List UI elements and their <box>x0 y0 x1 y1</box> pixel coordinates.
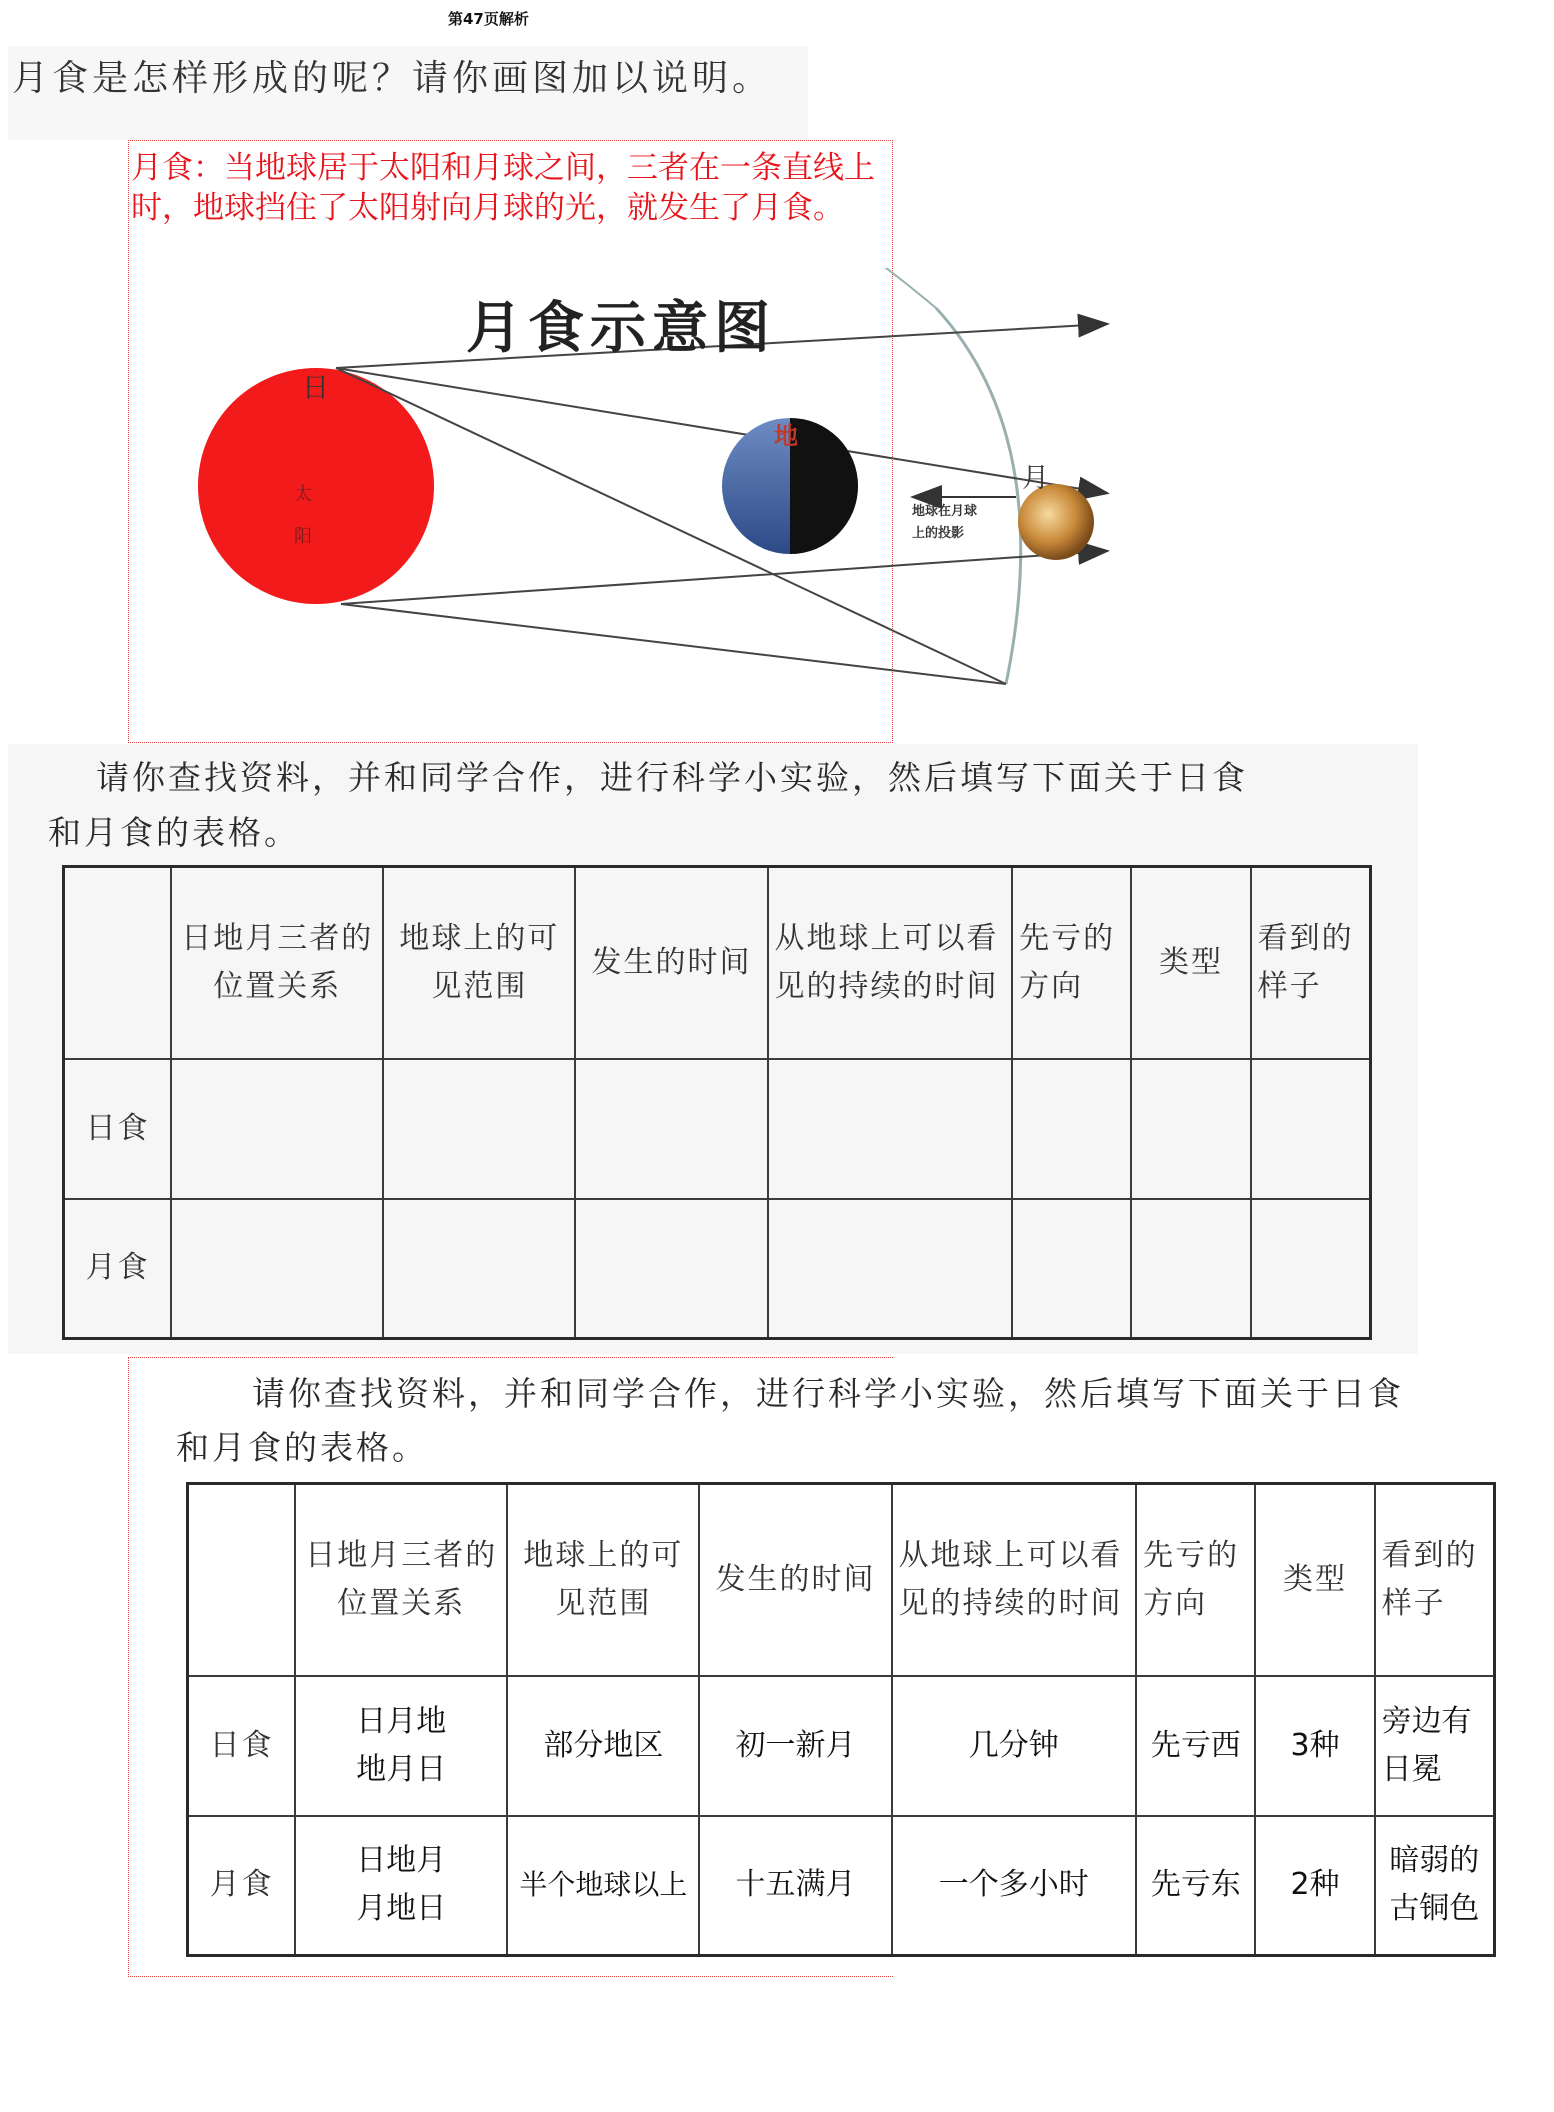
answer-cell: 十五满月 <box>699 1816 891 1956</box>
blank-cell[interactable] <box>1131 1199 1250 1339</box>
answer-cell: 日月地 地月日 <box>295 1676 507 1816</box>
table-header: 先亏的方向 <box>1136 1484 1255 1676</box>
ray-line <box>341 604 1006 684</box>
answer-cell: 部分地区 <box>507 1676 699 1816</box>
row-label-lunar: 月食 <box>188 1816 296 1956</box>
blank-cell[interactable] <box>383 1199 575 1339</box>
question-text: 月食是怎样形成的呢？请你画图加以说明。 <box>12 58 773 99</box>
answer-cell: 暗弱的 古铜色 <box>1375 1816 1495 1956</box>
blank-cell[interactable] <box>383 1059 575 1199</box>
shadow-label: 上的投影 <box>912 526 965 541</box>
table-header: 类型 <box>1131 867 1250 1059</box>
blank-cell[interactable] <box>768 1199 1013 1339</box>
table-header: 发生的时间 <box>699 1484 891 1676</box>
answer-cell: 2种 <box>1255 1816 1374 1956</box>
table-header: 地球上的可见范围 <box>383 867 575 1059</box>
ray-line <box>341 551 1106 604</box>
table-header: 地球上的可见范围 <box>507 1484 699 1676</box>
answer-cell: 几分钟 <box>892 1676 1137 1816</box>
row-label-solar: 日食 <box>188 1676 296 1816</box>
blank-cell[interactable] <box>1251 1199 1371 1339</box>
table-header: 从地球上可以看见的持续的时间 <box>768 867 1013 1059</box>
answer-intro-line2: 和月食的表格。 <box>176 1428 428 1467</box>
table-header-corner <box>188 1484 296 1676</box>
blank-cell[interactable] <box>575 1199 767 1339</box>
blank-cell[interactable] <box>575 1059 767 1199</box>
row-label-solar: 日食 <box>64 1059 172 1199</box>
earth-label: 地 <box>774 421 798 450</box>
answer-cell: 先亏西 <box>1136 1676 1255 1816</box>
row-label-lunar: 月食 <box>64 1199 172 1339</box>
blank-cell[interactable] <box>171 1199 383 1339</box>
table-header: 看到的样子 <box>1375 1484 1495 1676</box>
blank-cell[interactable] <box>1131 1059 1250 1199</box>
table-header: 日地月三者的位置关系 <box>295 1484 507 1676</box>
table-header: 看到的样子 <box>1251 867 1371 1059</box>
sun-inner-label: 阳 <box>294 526 312 547</box>
section-intro-line2: 和月食的表格。 <box>48 813 300 852</box>
table-header: 先亏的方向 <box>1012 867 1131 1059</box>
diagram-title: 月食示意图 <box>466 295 776 361</box>
blank-cell[interactable] <box>171 1059 383 1199</box>
answer-text: 月食：当地球居于太阳和月球之间，三者在一条直线上时，地球挡住了太阳射向月球的光，就发生了月食。 <box>131 150 875 226</box>
table-header-corner <box>64 867 172 1059</box>
blank-eclipse-table <box>62 865 1372 1340</box>
table-header: 发生的时间 <box>575 867 767 1059</box>
answer-cell: 一个多小时 <box>892 1816 1137 1956</box>
blank-cell[interactable] <box>768 1059 1013 1199</box>
moon <box>1018 484 1094 560</box>
answer-cell: 日地月 月地日 <box>295 1816 507 1956</box>
moon-label: 月 <box>1022 463 1049 494</box>
section-intro-line1: 请你查找资料，并和同学合作，进行科学小实验，然后填写下面关于日食 <box>96 758 1248 797</box>
ray-line <box>336 368 1106 493</box>
answer-cell: 旁边有 日冕 <box>1375 1676 1495 1816</box>
blank-cell[interactable] <box>1012 1199 1131 1339</box>
answer-cell: 半个地球以上 <box>507 1816 699 1956</box>
answer-cell: 初一新月 <box>699 1676 891 1816</box>
table-header: 日地月三者的位置关系 <box>171 867 383 1059</box>
blank-cell[interactable] <box>1251 1059 1371 1199</box>
table-header: 类型 <box>1255 1484 1374 1676</box>
table-header: 从地球上可以看见的持续的时间 <box>892 1484 1137 1676</box>
shadow-label: 地球在月球 <box>912 504 978 519</box>
answer-intro-line1: 请你查找资料，并和同学合作，进行科学小实验，然后填写下面关于日食 <box>252 1374 1404 1413</box>
page-label: 第47页解析 <box>448 10 529 28</box>
sun-label: 日 <box>302 373 329 404</box>
answered-eclipse-table <box>186 1482 1496 1957</box>
answer-cell: 3种 <box>1255 1676 1374 1816</box>
answer-cell: 先亏东 <box>1136 1816 1255 1956</box>
ray-line <box>336 368 1006 684</box>
blank-cell[interactable] <box>1012 1059 1131 1199</box>
sun-inner-label: 太 <box>294 484 312 505</box>
